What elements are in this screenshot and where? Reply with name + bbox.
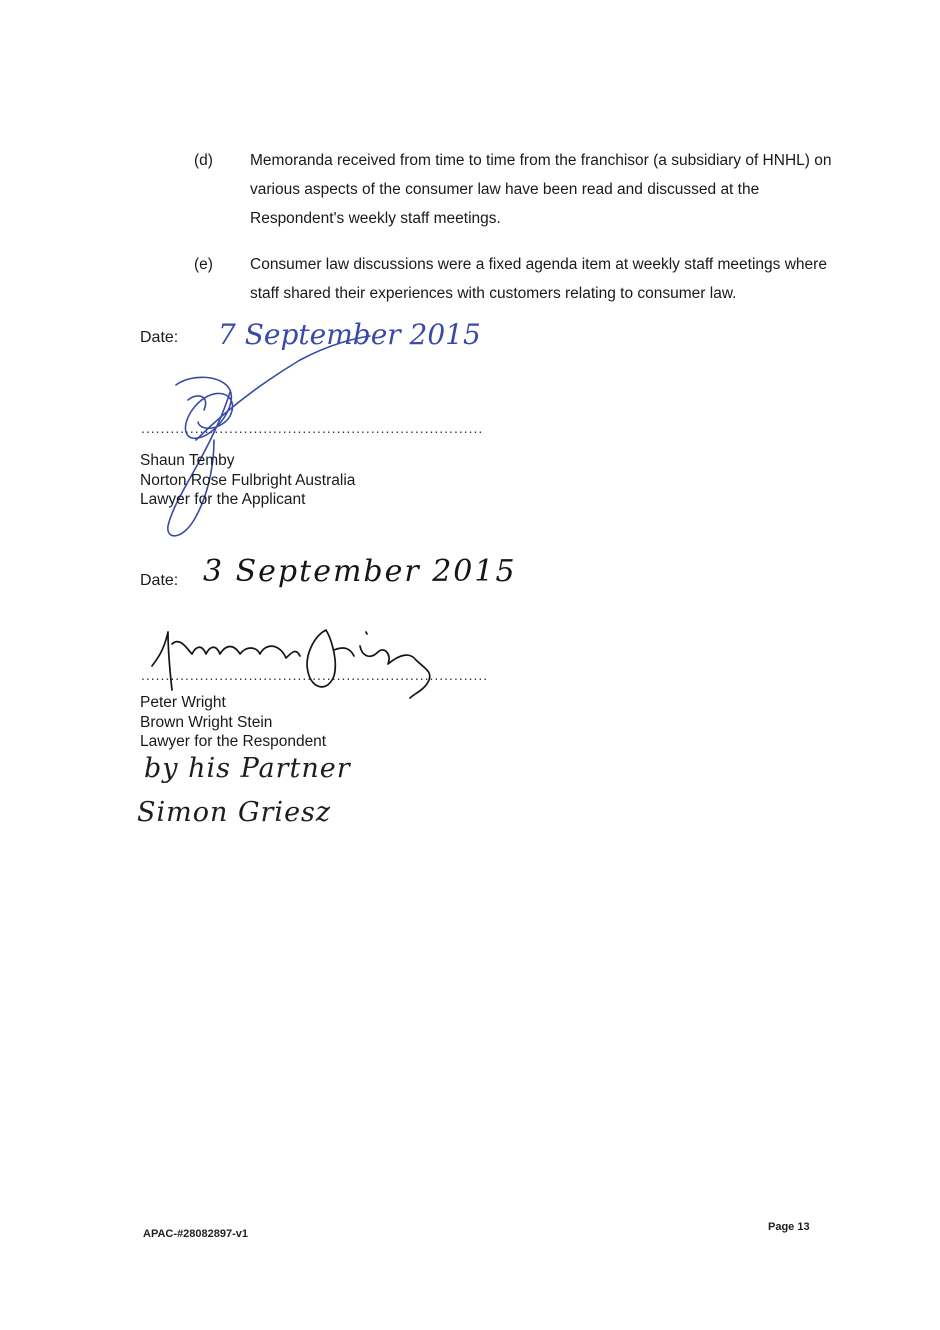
respondent-handwritten-date: 3 September 2015 [203, 554, 517, 589]
respondent-role: Lawyer for the Respondent [140, 733, 327, 750]
applicant-details [140, 451, 355, 510]
paragraph-d-text: Memoranda received from time to time from the franchisor (a subsidiary of HNHL) on various aspects of the consumer law have been read and discussed at the Respondent's weekly staff meetings. [250, 152, 832, 227]
page-number: Page 13 [768, 1221, 810, 1233]
respondent-date-label: Date: [140, 572, 179, 589]
applicant-signature-line: ...................................................................... [141, 420, 484, 436]
applicant-handwritten-date: 7 September 2015 [218, 318, 481, 351]
respondent-handwritten-note-line2: Simon Griesz [137, 797, 332, 828]
applicant-name: Shaun Temby [140, 452, 235, 469]
paragraph-e-text: Consumer law discussions were a fixed agenda item at weekly staff meetings where staff shared their experiences with customers relating to consumer law. [250, 256, 827, 302]
respondent-firm: Brown Wright Stein [140, 713, 273, 731]
document-reference: APAC-#28082897-v1 [143, 1228, 248, 1240]
applicant-date-label: Date: [140, 329, 179, 346]
paragraph-d-label: (d) [194, 152, 213, 169]
respondent-handwritten-note-line1: by his Partner [144, 753, 351, 784]
applicant-signature [130, 330, 430, 550]
applicant-firm: Norton Rose Fulbright Australia [140, 471, 356, 489]
respondent-signature-line: ....................................................................... [141, 667, 489, 683]
applicant-role: Lawyer for the Applicant [140, 491, 306, 508]
respondent-details [140, 693, 326, 752]
paragraph-e-label: (e) [194, 256, 213, 273]
respondent-name: Peter Wright [140, 694, 226, 711]
